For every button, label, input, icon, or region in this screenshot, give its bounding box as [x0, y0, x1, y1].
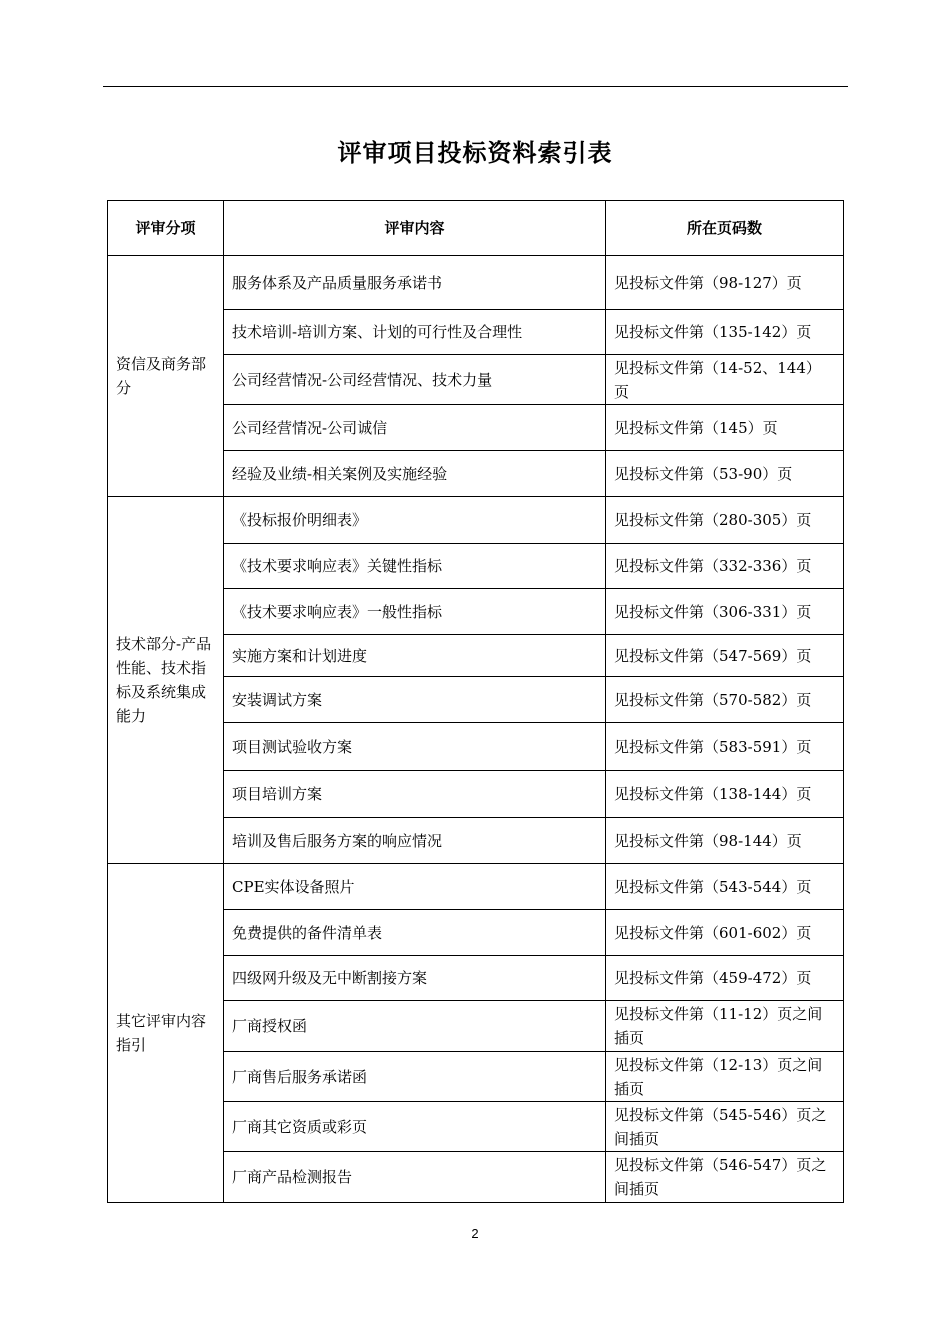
header-rule: [103, 86, 848, 87]
content-cell: 培训及售后服务方案的响应情况: [224, 818, 606, 864]
page-title: 评审项目投标资料索引表: [337, 139, 613, 167]
category-cell: 其它评审内容指引: [108, 864, 224, 1203]
table-row: [108, 864, 844, 910]
content-cell: 项目测试验收方案: [224, 723, 606, 771]
header-category: 评审分项: [108, 201, 224, 256]
content-cell: 《投标报价明细表》: [224, 497, 606, 544]
page-cell: 见投标文件第（14-52、144）页: [606, 355, 844, 405]
page-cell: 见投标文件第（11-12）页之间插页: [606, 1001, 844, 1052]
content-cell: 免费提供的备件清单表: [224, 910, 606, 956]
page-cell: 见投标文件第（98-144）页: [606, 818, 844, 864]
content-cell: 公司经营情况-公司诚信: [224, 405, 606, 451]
content-cell: 厂商售后服务承诺函: [224, 1052, 606, 1102]
page-cell: 见投标文件第（332-336）页: [606, 544, 844, 589]
content-cell: 《技术要求响应表》一般性指标: [224, 589, 606, 635]
header-content: 评审内容: [224, 201, 606, 256]
page-cell: 见投标文件第（546-547）页之间插页: [606, 1152, 844, 1203]
table-row: [108, 497, 844, 544]
page-cell: 见投标文件第（53-90）页: [606, 451, 844, 497]
content-cell: 厂商产品检测报告: [224, 1152, 606, 1203]
page-cell: 见投标文件第（543-544）页: [606, 864, 844, 910]
content-cell: 四级网升级及无中断割接方案: [224, 956, 606, 1001]
page-number: 2: [471, 1226, 479, 1241]
page-cell: 见投标文件第（545-546）页之间插页: [606, 1102, 844, 1152]
table-row: [108, 256, 844, 310]
content-cell: 项目培训方案: [224, 771, 606, 818]
content-cell: 经验及业绩-相关案例及实施经验: [224, 451, 606, 497]
page-cell: 见投标文件第（138-144）页: [606, 771, 844, 818]
content-cell: 厂商其它资质或彩页: [224, 1102, 606, 1152]
page-cell: 见投标文件第（98-127）页: [606, 256, 844, 310]
page-cell: 见投标文件第（280-305）页: [606, 497, 844, 544]
content-cell: 实施方案和计划进度: [224, 635, 606, 677]
content-cell: 安装调试方案: [224, 677, 606, 723]
category-cell: 资信及商务部分: [108, 256, 224, 497]
content-cell: 《技术要求响应表》关键性指标: [224, 544, 606, 589]
page-cell: 见投标文件第（583-591）页: [606, 723, 844, 771]
content-cell: CPE实体设备照片: [224, 864, 606, 910]
page-cell: 见投标文件第（135-142）页: [606, 310, 844, 355]
content-cell: 公司经营情况-公司经营情况、技术力量: [224, 355, 606, 405]
page-cell: 见投标文件第（601-602）页: [606, 910, 844, 956]
page-cell: 见投标文件第（145）页: [606, 405, 844, 451]
content-cell: 技术培训-培训方案、计划的可行性及合理性: [224, 310, 606, 355]
page-cell: 见投标文件第（306-331）页: [606, 589, 844, 635]
index-table: [107, 200, 844, 1203]
category-cell: 技术部分-产品性能、技术指标及系统集成能力: [108, 497, 224, 864]
content-cell: 厂商授权函: [224, 1001, 606, 1052]
page-cell: 见投标文件第（459-472）页: [606, 956, 844, 1001]
page-cell: 见投标文件第（570-582）页: [606, 677, 844, 723]
page-cell: 见投标文件第（547-569）页: [606, 635, 844, 677]
content-cell: 服务体系及产品质量服务承诺书: [224, 256, 606, 310]
header-page: 所在页码数: [606, 201, 844, 256]
page-cell: 见投标文件第（12-13）页之间插页: [606, 1052, 844, 1102]
table-header-row: [108, 201, 844, 256]
